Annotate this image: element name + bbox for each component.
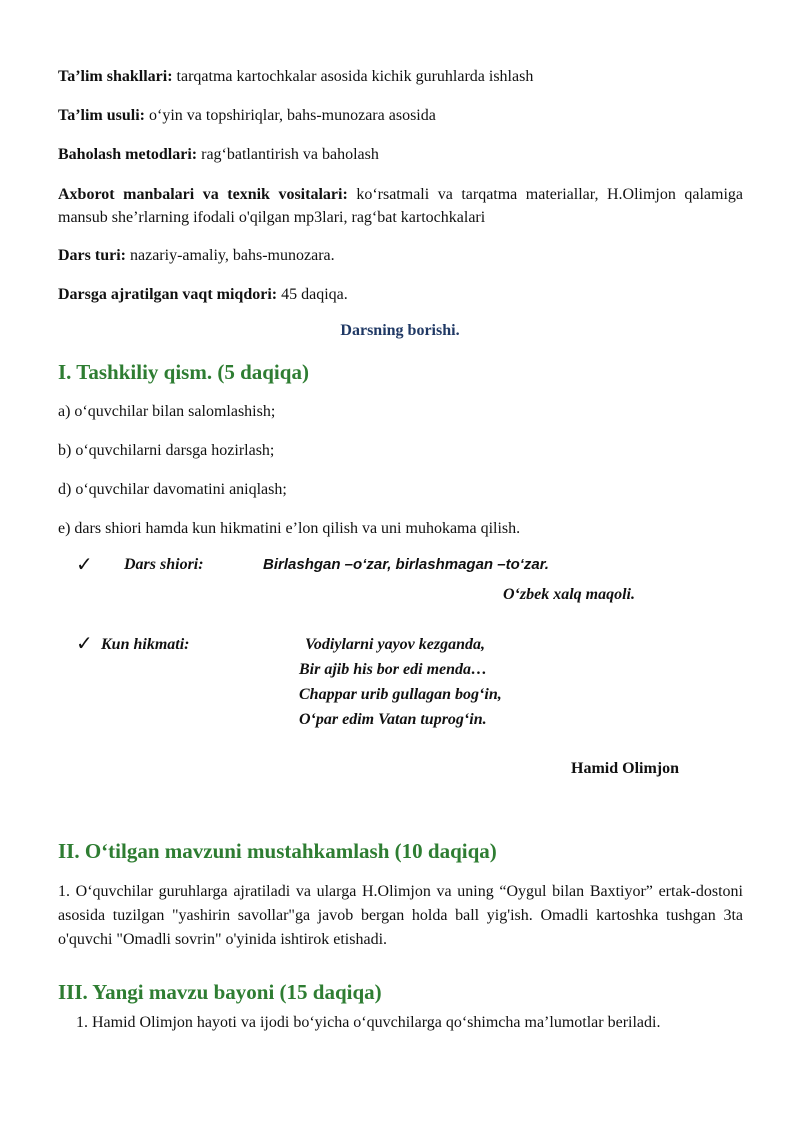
shior-text: Birlashgan –o‘zar, birlashmagan –to‘zar. — [263, 556, 549, 573]
section3-item-1: 1. Hamid Olimjon hayoti va ijodi bo‘yicha o‘quvchilarga qo‘shimcha ma’lumotlar beriladi. — [76, 1014, 661, 1031]
hikmat-line-3: Chappar urib gullagan bog‘in, — [299, 686, 502, 703]
talim-usuli-line — [58, 105, 743, 127]
hikmat-author: Hamid Olimjon — [571, 760, 680, 777]
section3-heading: III. Yangi mavzu bayoni (15 daqiqa) — [58, 980, 382, 1004]
hikmat-label: Kun hikmati: — [101, 636, 190, 653]
shior-label: Dars shiori: — [124, 556, 204, 573]
vaqt-text: 45 daqiqa. — [281, 286, 348, 303]
axborot-text: ko‘rsatmali va tarqatma materiallar, H.Olimjon qalamiga mansub she’rlarning ifodali o'qilgan mp3lari, rag‘bat kartochkalari — [58, 186, 744, 226]
talim-usuli-label: Ta’lim usuli: — [58, 107, 145, 124]
shior-source: O‘zbek xalq maqoli. — [503, 586, 635, 603]
section1-item-a: a) o‘quvchilar bilan salomlashish; — [58, 403, 276, 420]
talim-shakllari-text: tarqatma kartochkalar asosida kichik guruhlarda ishlash — [176, 68, 534, 85]
baholash-line — [58, 144, 743, 166]
axborot-label: Axborot manbalari va texnik vositalari: — [58, 186, 348, 203]
vaqt-line — [58, 284, 743, 306]
hikmat-line-2: Bir ajib his bor edi menda… — [299, 661, 488, 678]
checkmark-icon: ✓ — [76, 554, 93, 576]
section1-heading: I. Tashkiliy qism. (5 daqiqa) — [58, 360, 309, 384]
section2-heading: II. O‘tilgan mavzuni mustahkamlash (10 daqiqa) — [58, 839, 497, 863]
section1-item-b: b) o‘quvchilarni darsga hozirlash; — [58, 442, 275, 459]
borishi-title: Darsning borishi. — [340, 322, 460, 339]
axborot-paragraph — [58, 183, 743, 229]
hikmat-line-1: Vodiylarni yayov kezganda, — [305, 636, 485, 653]
section2-paragraph: 1. O‘quvchilar guruhlarga ajratiladi va ularga H.Olimjon va uning “Oygul bilan Baxtiyor” ertak-dostoni asosida tuzilgan "yashirin savollar"ga javob bergan holda ball yig'ish. Omadli kartoshka tushgan 3ta o'quvchi "Omadli sovrin" o'yinida ishtirok etishadi. — [58, 883, 743, 948]
baholash-text: rag‘batlantirish va baholash — [201, 146, 379, 163]
vaqt-label: Darsga ajratilgan vaqt miqdori: — [58, 286, 278, 303]
dars-turi-line — [58, 245, 743, 267]
dars-turi-label: Dars turi: — [58, 247, 126, 264]
checkmark-icon: ✓ — [76, 633, 93, 655]
dars-turi-text: nazariy-amaliy, bahs-munozara. — [129, 247, 335, 264]
section1-item-d: d) o‘quvchilar davomatini aniqlash; — [58, 481, 287, 498]
talim-usuli-text: o‘yin va topshiriqlar, bahs-munozara asosida — [149, 107, 436, 124]
hikmat-line-4: O‘par edim Vatan tuprog‘in. — [299, 711, 487, 728]
section1-item-e: e) dars shiori hamda kun hikmatini e’lon qilish va uni muhokama qilish. — [58, 520, 521, 537]
talim-shakllari-line — [58, 66, 743, 88]
talim-shakllari-label: Ta’lim shakllari: — [58, 68, 173, 85]
baholash-label: Baholash metodlari: — [58, 146, 198, 163]
